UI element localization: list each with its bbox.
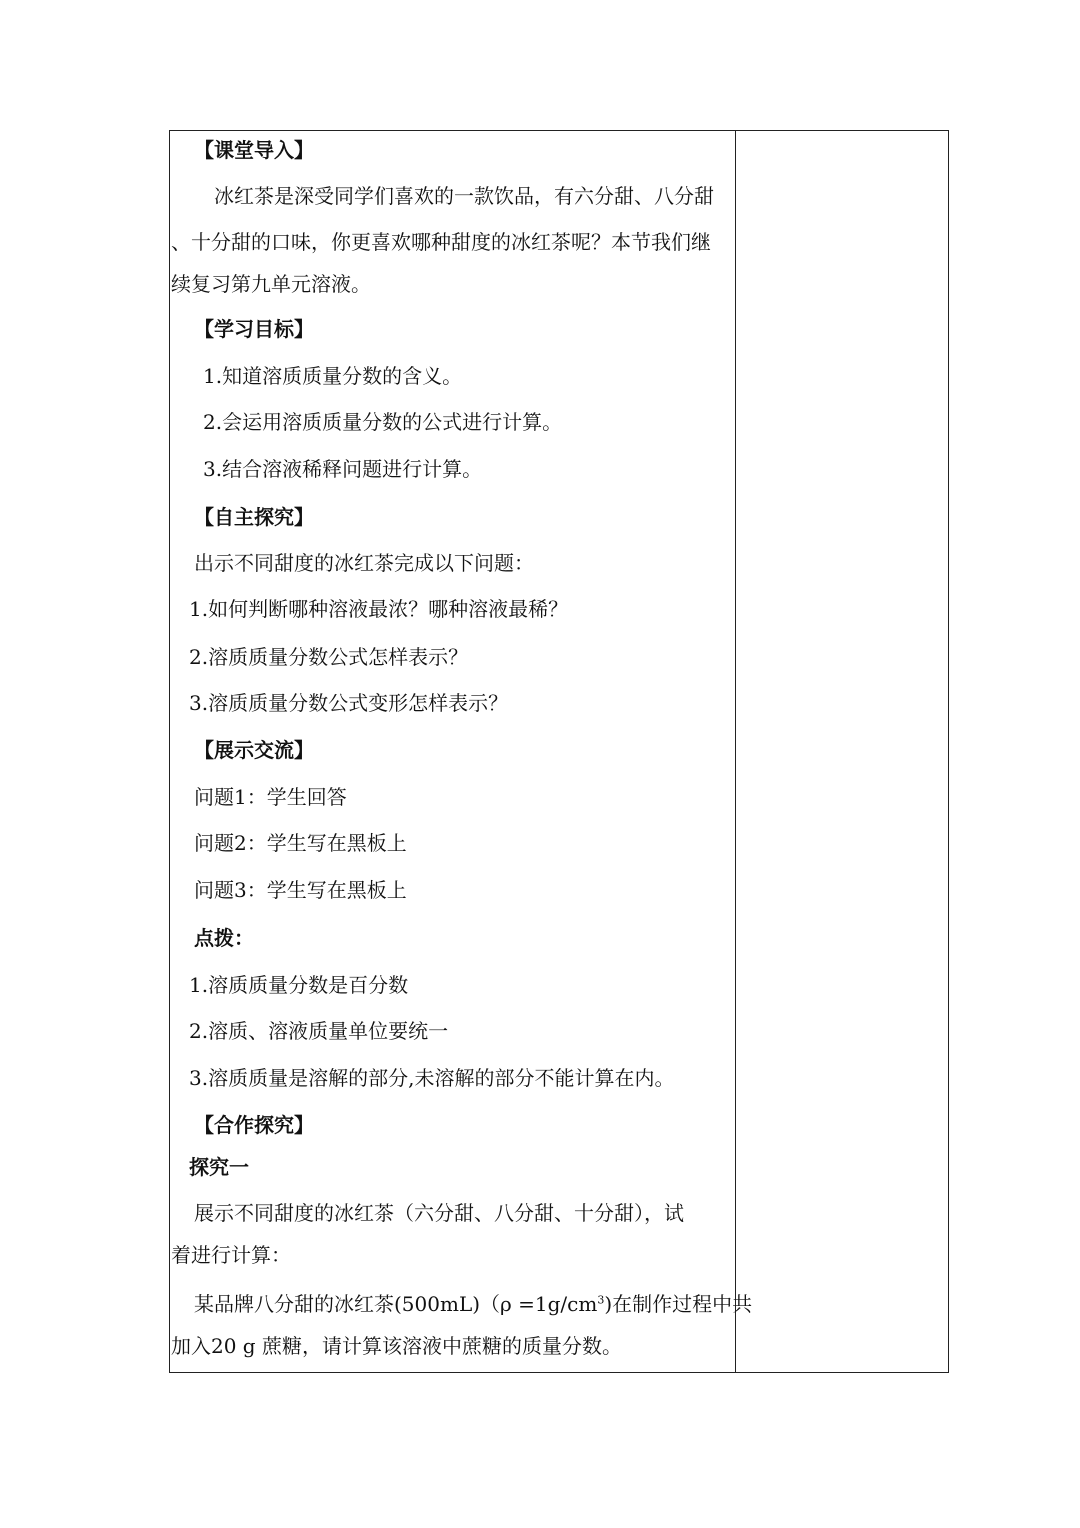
explore-item-3: 3.溶质质量分数公式变形怎样表示？ xyxy=(189,691,509,715)
coop-line-4: 加入20 g 蔗糖，请计算该溶液中蔗糖的质量分数。 xyxy=(171,1334,622,1358)
intro-line-3: 续复习第九单元溶液。 xyxy=(171,272,371,296)
tips-heading: 点拨： xyxy=(194,926,254,950)
heading-coop: 【合作探究】 xyxy=(194,1113,314,1137)
heading-share: 【展示交流】 xyxy=(194,738,314,762)
goal-item-3: 3.结合溶液稀释问题进行计算。 xyxy=(203,457,483,481)
tip-item-2: 2.溶质、溶液质量单位要统一 xyxy=(189,1019,449,1043)
coop-line-3-part-b: )在制作过程中共 xyxy=(604,1292,753,1316)
explore-item-2: 2.溶质质量分数公式怎样表示？ xyxy=(189,645,469,669)
coop-line-3 xyxy=(194,1290,752,1318)
coop-subheading: 探究一 xyxy=(189,1155,249,1179)
tip-item-3: 3.溶质质量是溶解的部分,未溶解的部分不能计算在内。 xyxy=(189,1066,675,1090)
intro-line-2: 、十分甜的口味，你更喜欢哪种甜度的冰红茶呢？本节我们继 xyxy=(171,230,711,254)
share-item-3: 问题3：学生写在黑板上 xyxy=(194,878,407,902)
notes-column xyxy=(737,132,947,1371)
explore-intro: 出示不同甜度的冰红茶完成以下问题： xyxy=(194,551,534,575)
coop-line-2: 着进行计算： xyxy=(171,1243,291,1267)
goal-item-1: 1.知道溶质质量分数的含义。 xyxy=(203,364,463,388)
coop-line-1: 展示不同甜度的冰红茶（六分甜、八分甜、十分甜），试 xyxy=(194,1201,684,1225)
coop-line-3-superscript: 3 xyxy=(597,1293,605,1307)
heading-intro: 【课堂导入】 xyxy=(194,138,314,162)
heading-explore: 【自主探究】 xyxy=(194,505,314,529)
share-item-2: 问题2：学生写在黑板上 xyxy=(194,831,407,855)
coop-line-3-part-a: 某品牌八分甜的冰红茶(500mL)（ρ =1g/cm xyxy=(194,1292,598,1316)
intro-line-1: 冰红茶是深受同学们喜欢的一款饮品，有六分甜、八分甜 xyxy=(214,184,714,208)
explore-item-1: 1.如何判断哪种溶液最浓？哪种溶液最稀？ xyxy=(189,597,569,621)
share-item-1: 问题1：学生回答 xyxy=(194,785,347,809)
heading-goals: 【学习目标】 xyxy=(194,317,314,341)
column-divider xyxy=(735,130,736,1373)
goal-item-2: 2.会运用溶质质量分数的公式进行计算。 xyxy=(203,410,563,434)
tip-item-1: 1.溶质质量分数是百分数 xyxy=(189,973,409,997)
